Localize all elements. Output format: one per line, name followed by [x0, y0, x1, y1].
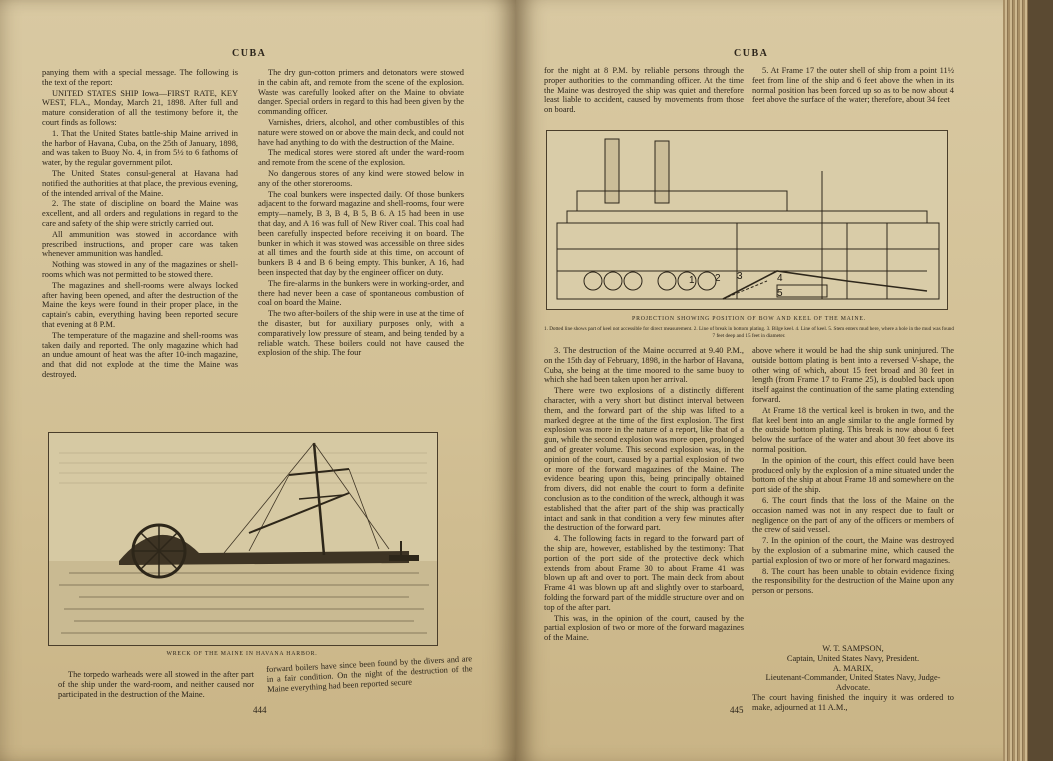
- right-page: [516, 0, 1028, 761]
- paragraph: At Frame 18 the vertical keel is broken in two, and the flat keel bent into an angle similar to the angle formed by the outside bottom plating. This break is now about 6 feet below the surface of the water and about 30 feet above its normal position.: [752, 405, 954, 454]
- paragraph: Nothing was stowed in any of the magazines or shell-rooms which was not permitted to be stowed there.: [42, 260, 238, 279]
- signature-block: [752, 644, 954, 734]
- paragraph: The temperature of the magazine and shell-rooms was taken daily and reported. The only magazine which had an undue amount of heat was the after 10-inch magazine, and that did not explode at the time the Maine was destroyed.: [42, 330, 238, 379]
- right-top-column-1: [544, 66, 744, 124]
- page-number-left: 444: [253, 705, 267, 715]
- paragraph: The coal bunkers were inspected daily. Of those bunkers adjacent to the forward magazine and shell-rooms, four were empty—namely, B 3, B 4, B 5, B 6. A 15 had been in use that day, and A 16 was full of New River coal. This coal had been carefully inspected before receiving it on board. The bunker in which it was stowed was accessible on three sides at all times and the fourth side at this time, on account of bunkers B 4 and B 6 being empty. This bunker, A 16, had been inspected that day by the engineer officer on duty.: [258, 189, 464, 277]
- right-page-column-2: [752, 346, 954, 644]
- paragraph: No dangerous stores of any kind were stowed below in any of the other storerooms.: [258, 168, 464, 188]
- left-page-column-1: [42, 68, 238, 428]
- diagram-note: 1. Dotted line shows part of keel not accessible for direct measurement. 2. Line of break in bottom plating. 3. Bilge keel. 4. Line of keel. 5. Stem enters mud here, where a hole in the mud was found 7 feet deep and 15 feet in diameter.: [544, 326, 954, 339]
- paragraph: The United States consul-general at Havana had notified the authorities at that place, the previous evening, of the intended arrival of the Maine.: [42, 168, 238, 198]
- signature-name-2: A. MARIX,: [832, 663, 874, 673]
- closing-text: The court having finished the inquiry it was ordered to make, adjourned at 11 A.M.,: [752, 692, 954, 712]
- wreck-caption: WRECK OF THE MAINE IN HAVANA HARBOR.: [166, 651, 318, 657]
- signature-title-1: Captain, United States Navy, President.: [786, 653, 920, 663]
- paragraph: 6. The court finds that the loss of the Maine on the occasion named was not in any respect due to fault or negligence on the part of any of the officers or members of the crew of said vessel.: [752, 495, 954, 535]
- left-bottom-column-1: [58, 670, 254, 710]
- paragraph: 2. The state of discipline on board the Maine was excellent, and all orders and regulations in regard to the care and safety of the ship were strictly carried out.: [42, 199, 238, 228]
- left-page-column-2: [258, 68, 464, 428]
- diagram-caption: PROJECTION SHOWING POSITION OF BOW AND KEEL OF THE MAINE.: [632, 316, 866, 322]
- paragraph: above where it would be had the ship sunk uninjured. The outside bottom plating is bent into a reversed V-shape, the other wing of which, about 15 feet broad and 30 feet in length (from Frame 17 to Frame 25), is doubled back upon itself against the continuation of the same plating extending forward.: [752, 346, 954, 404]
- paragraph: The magazines and shell-rooms were always locked after having been opened, and after the destruction of the Maine the keys were found in their proper place, in the captain's cabin, everything having been reported secure that evening at 8 P.M.: [42, 280, 238, 329]
- signature-name-1: W. T. SAMPSON,: [822, 644, 884, 653]
- running-head-left: CUBA: [232, 48, 267, 59]
- left-bottom-column-2: [266, 654, 474, 705]
- diagram-label-4: 4: [777, 273, 783, 284]
- paragraph: 3. The destruction of the Maine occurred at 9.40 P.M., on the 15th day of February, 1898, in the harbor of Havana, Cuba, she being at the time moored to the same buoy to which she had been taken upon her arrival.: [544, 346, 744, 385]
- paragraph: This was, in the opinion of the court, caused by the partial explosion of two or more of the forward magazines of the Maine.: [544, 613, 744, 643]
- diagram-label-1: 1: [689, 275, 695, 286]
- page-edges: [1003, 0, 1028, 761]
- paragraph: UNITED STATES SHIP Iowa—FIRST RATE, KEY WEST, FLA., Monday, March 21, 1898. After full and mature consideration of all the testimony before it, the court finds as follows:: [42, 88, 238, 127]
- paragraph: Varnishes, driers, alcohol, and other combustibles of this nature were stowed on or above the main deck, and could not have had anything to do with the destruction of the Maine.: [258, 117, 464, 147]
- paragraph: The medical stores were stored aft under the ward-room and remote from the scene of the explosion.: [258, 148, 464, 168]
- paragraph: There were two explosions of a distinctly different character, with a very short but distinct interval between them, and the forward part of the ship was lifted to a marked degree at the time of the first explosion. The first explosion was more in the nature of a report, like that of a gun, while the second explosion was more open, prolonged and of greater volume. This second explosion was, in the opinion of the court, caused by a partial explosion of two or more of the forward magazines of the Maine. The evidence bearing upon this, being principally obtained from divers, did not enable the court to form a definite conclusion as to the condition of the wreck, although it was established that the after part of the ship was practically intact and sank in that condition a very few minutes after the destruction of the forward part.: [544, 386, 744, 533]
- wreck-of-maine-image: [49, 433, 437, 645]
- paragraph: 4. The following facts in regard to the forward part of the ship are, however, established by the testimony: That portion of the port side of the protective deck which extends from about Frame 30 to about Frame 41 was blown up aft and over to port. The main deck from about Frame 41 was blown up aft and slightly over to starboard, folding the forward part of the middle structure over and on top of the after part.: [544, 534, 744, 612]
- signature-title-2: Lieutenant-Commander, United States Navy, Judge-Advocate.: [765, 673, 941, 693]
- paragraph: The fire-alarms in the bunkers were in working-order, and there had never been a case of spontaneous combustion of coal on board the Maine.: [258, 278, 464, 308]
- paragraph: In the opinion of the court, this effect could have been produced only by the explosion of a mine situated under the bottom of the ship at about Frame 18 and somewhere on the port side of the ship.: [752, 455, 954, 495]
- paragraph: for the night at 8 P.M. by reliable persons through the proper authorities to the commanding officer. At the time the Maine was destroyed the ship was quiet and therefore least liable to accident, caused by movements from those on board.: [544, 66, 744, 115]
- paragraph: panying them with a special message. The following is the text of the report:: [42, 68, 238, 87]
- right-top-column-2: [752, 66, 954, 124]
- page-number-right: 445: [730, 705, 744, 715]
- paragraph: All ammunition was stowed in accordance with prescribed instructions, and proper care was taken whenever ammunition was handled.: [42, 229, 238, 259]
- paragraph: 5. At Frame 17 the outer shell of ship from a point 11½ feet from line of the ship and 6 feet above the when in its normal position has been forced up so as to be now about 4 feet above the surface of the water; therefore, about 34 feet: [752, 66, 954, 105]
- paragraph: 7. In the opinion of the court, the Maine was destroyed by the explosion of a submarine mine, which caused the partial explosion of two or more of her forward magazines.: [752, 536, 954, 565]
- paragraph: 1. That the United States battle-ship Maine arrived in the harbor of Havana, Cuba, on the 25th of January, 1898, and was taken to Buoy No. 4, in from 5½ to 6 fathoms of water, by the regular government pilot.: [42, 128, 238, 168]
- diagram-label-3: 3: [737, 271, 743, 282]
- running-head-right: CUBA: [734, 48, 769, 59]
- paragraph: forward boilers have since been found by the divers and are in a fair condition. On the night of the destruction of the Maine everything had been reported secure: [266, 654, 473, 694]
- paragraph: The two after-boilers of the ship were in use at the time of the disaster, but for auxiliary purposes only, with a comparatively low pressure of steam, and being tended by a reliable watch. These boilers could not have caused the explosion of the ship. The four: [258, 309, 464, 358]
- paragraph: The dry gun-cotton primers and detonators were stowed in the cabin aft, and remote from the scene of the explosion. Waste was carefully looked after on the Maine to obviate danger. Special orders in regard to this had been given by the commanding officer.: [258, 68, 464, 117]
- left-page: [0, 0, 516, 761]
- ship-projection-drawing: [547, 131, 947, 309]
- diagram-label-5: 5: [777, 288, 783, 299]
- right-page-column-1: [544, 346, 744, 728]
- bow-keel-diagram: [546, 130, 948, 310]
- wreck-illustration: [48, 432, 438, 646]
- paragraph: The torpedo warheads were all stowed in the after part of the ship under the ward-room, and neither caused nor participated in the destruction of the Maine.: [58, 670, 254, 699]
- diagram-label-2: 2: [715, 273, 721, 284]
- paragraph: 8. The court has been unable to obtain evidence fixing the responsibility for the destruction of the Maine upon any person or persons.: [752, 566, 954, 596]
